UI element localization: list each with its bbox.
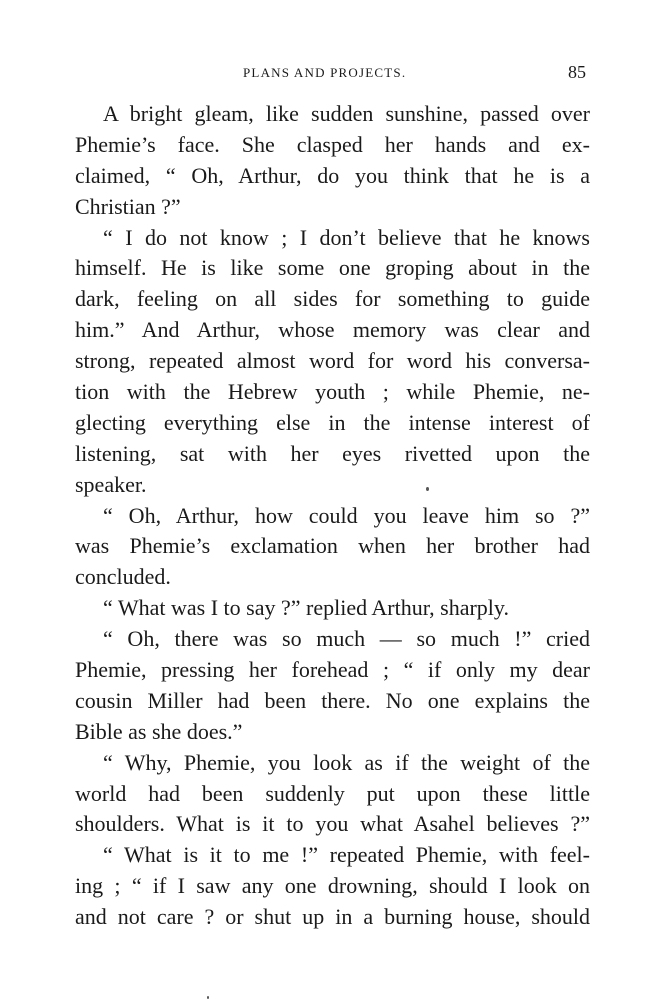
text-line: himself. He is like some one groping about in the — [75, 255, 590, 281]
running-title: PLANS AND PROJECTS. — [243, 65, 407, 80]
text-line: him.” And Arthur, whose memory was clear and — [75, 317, 590, 343]
text-line: tion with the Hebrew youth ; while Phemie, ne- — [75, 379, 590, 405]
text-line: claimed, “ Oh, Arthur, do you think that he is a — [75, 162, 590, 188]
text-line: listening, sat with her eyes rivetted upon the — [75, 440, 590, 466]
ink-speck — [426, 487, 429, 491]
text-line: Phemie’s face. She clasped her hands and ex- — [75, 131, 590, 157]
text-line: was Phemie’s exclamation when her brother had — [75, 533, 590, 559]
text-line: dark, feeling on all sides for something to guide — [75, 286, 590, 312]
text-line: and not care ? or shut up in a burning house, should — [75, 904, 590, 930]
text-line: shoulders. What is it to you what Asahel believes ?” — [75, 811, 590, 837]
text-line: A bright gleam, like sudden sunshine, passed over — [103, 101, 590, 126]
text-line: Bible as she does.” — [75, 718, 243, 744]
text-line: strong, repeated almost word for word his conversa- — [75, 348, 590, 374]
page-number: 85 — [568, 62, 586, 82]
text-line: “ What is it to me !” repeated Phemie, with feel- — [103, 842, 590, 868]
text-line: “ Why, Phemie, you look as if the weight of the — [103, 749, 590, 775]
text-line: cousin Miller had been there. No one explains the — [75, 687, 590, 713]
text-line: Christian ?” — [75, 193, 181, 219]
text-line: world had been suddenly put upon these little — [75, 780, 590, 806]
text-line: speaker. — [75, 471, 147, 497]
running-head — [0, 62, 667, 86]
body-text — [75, 99, 590, 933]
text-line: ing ; “ if I saw any one drowning, should I look on — [75, 873, 590, 899]
text-line: “ What was I to say ?” replied Arthur, sharply. — [103, 595, 509, 621]
text-line: Phemie, pressing her forehead ; “ if only my dear — [75, 657, 590, 683]
text-line: “ Oh, there was so much — so much !” cried — [103, 626, 590, 652]
text-line: “ I do not know ; I don’t believe that he knows — [103, 224, 590, 250]
text-line: “ Oh, Arthur, how could you leave him so ?” — [103, 502, 590, 528]
ink-speck — [207, 996, 209, 999]
text-line: concluded. — [75, 564, 171, 590]
text-line: glecting everything else in the intense interest of — [75, 409, 590, 435]
